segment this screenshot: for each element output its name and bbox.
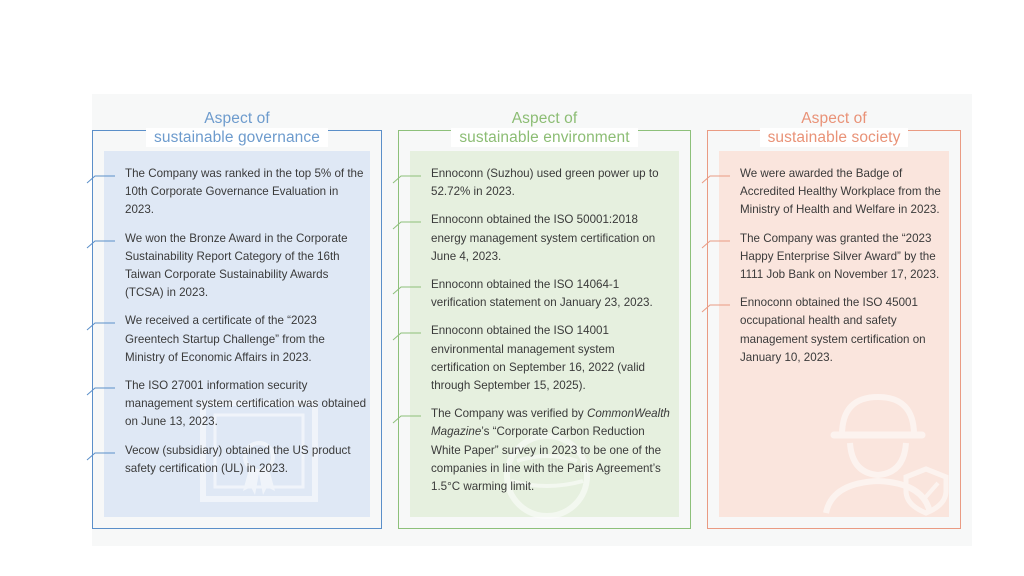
environment-item-5-before: The Company was verified by bbox=[431, 407, 587, 421]
list-item bbox=[93, 230, 381, 303]
bullet-stroke-icon bbox=[702, 173, 730, 183]
environment-item-1: Ennoconn (Suzhou) used green power up to 52.72% in 2023. bbox=[431, 167, 659, 199]
society-heading-line1: Aspect of bbox=[801, 110, 867, 127]
governance-heading-line2: sustainable governance bbox=[146, 128, 328, 147]
worker-helmet-shield-icon bbox=[814, 377, 954, 517]
bullet-stroke-icon bbox=[702, 238, 730, 248]
society-item-3: Ennoconn obtained the ISO 45001 occupational health and safety management system certification on January 10, 2023. bbox=[740, 296, 926, 364]
society-list bbox=[708, 165, 960, 377]
governance-item-1: The Company was ranked in the top 5% of the 10th Corporate Governance Evaluation in 2023. bbox=[125, 167, 364, 217]
list-item bbox=[399, 322, 690, 395]
governance-panel bbox=[92, 110, 382, 529]
governance-item-2: We won the Bronze Award in the Corporate Sustainability Report Category of the 16th Taiwan Corporate Sustainability Awards (TCSA) in 2023. bbox=[125, 231, 348, 300]
list-item bbox=[93, 377, 381, 432]
bullet-stroke-icon bbox=[393, 284, 421, 294]
governance-item-3: We received a certificate of the “2023 Greentech Startup Challenge” from the Ministry of Economic Affairs in 2023. bbox=[125, 314, 325, 364]
list-item bbox=[399, 405, 690, 496]
environment-item-3: Ennoconn obtained the ISO 14064-1 verification statement on January 23, 2023. bbox=[431, 278, 653, 310]
society-item-2: The Company was granted the “2023 Happy Enterprise Silver Award” by the 1111 Job Bank on November 17, 2023. bbox=[740, 231, 940, 282]
governance-list bbox=[93, 165, 381, 488]
bullet-stroke-icon bbox=[702, 302, 730, 312]
environment-item-2: Ennoconn obtained the ISO 50001:2018 energy management system certification on June 4, 2023. bbox=[431, 213, 656, 263]
environment-item-5 bbox=[431, 405, 676, 496]
society-heading bbox=[708, 109, 960, 147]
list-item bbox=[93, 442, 381, 478]
environment-item-4: Ennoconn obtained the ISO 14001 environmental management system certification on September 16, 2022 (valid through September 15, 2025). bbox=[431, 324, 645, 393]
list-item bbox=[708, 165, 960, 220]
bullet-stroke-icon bbox=[87, 320, 115, 330]
environment-heading-line1: Aspect of bbox=[511, 110, 578, 127]
environment-list bbox=[399, 165, 690, 506]
bullet-stroke-icon bbox=[87, 385, 115, 395]
list-item bbox=[708, 294, 960, 367]
governance-heading-line1: Aspect of bbox=[204, 110, 270, 127]
list-item bbox=[399, 211, 690, 266]
environment-heading-line2: sustainable environment bbox=[451, 128, 637, 147]
society-heading-line2: sustainable society bbox=[760, 128, 909, 147]
list-item bbox=[93, 312, 381, 367]
list-item bbox=[399, 165, 690, 201]
governance-heading bbox=[93, 109, 381, 147]
society-panel bbox=[707, 110, 961, 529]
list-item bbox=[708, 230, 960, 285]
bullet-stroke-icon bbox=[393, 219, 421, 229]
governance-item-5: Vecow (subsidiary) obtained the US product safety certification (UL) in 2023. bbox=[125, 443, 351, 475]
bullet-stroke-icon bbox=[393, 173, 421, 183]
list-item bbox=[399, 276, 690, 312]
bullet-stroke-icon bbox=[87, 238, 115, 248]
bullet-stroke-icon bbox=[87, 173, 115, 183]
bullet-stroke-icon bbox=[393, 413, 421, 423]
environment-item-5-after: ’s “Corporate Carbon Reduction White Paper” survey in 2023 to be one of the companies in line with the Paris Agreement’s 1.5°C warming limit. bbox=[431, 425, 662, 494]
environment-panel bbox=[398, 110, 691, 529]
bullet-stroke-icon bbox=[393, 330, 421, 340]
society-item-1: We were awarded the Badge of Accredited Healthy Workplace from the Ministry of Health and Welfare in 2023. bbox=[740, 167, 941, 217]
environment-heading bbox=[399, 109, 690, 147]
list-item bbox=[93, 165, 381, 220]
environment-item-5-italic: CommonWealth Magazine bbox=[431, 407, 670, 439]
governance-item-4: The ISO 27001 information security management system certification was obtained on June 13, 2023. bbox=[125, 379, 367, 429]
bullet-stroke-icon bbox=[87, 450, 115, 460]
